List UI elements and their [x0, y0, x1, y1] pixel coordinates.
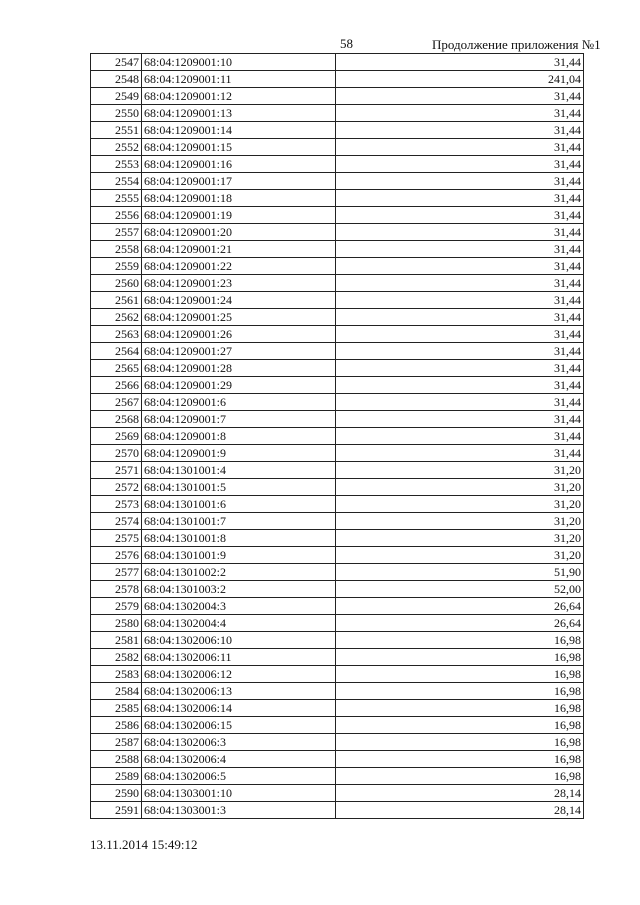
page-number: 58: [340, 36, 353, 51]
row-value: 16,98: [336, 700, 584, 717]
row-number: 2572: [91, 479, 142, 496]
table-row: [91, 462, 584, 479]
table-row: [91, 717, 584, 734]
table-row: [91, 224, 584, 241]
row-number: 2560: [91, 275, 142, 292]
row-number: 2556: [91, 207, 142, 224]
table-row: [91, 394, 584, 411]
row-value: 31,20: [336, 462, 584, 479]
cadastral-number: 68:04:1302006:11: [142, 649, 336, 666]
cadastral-number: 68:04:1303001:10: [142, 785, 336, 802]
row-value: 31,20: [336, 479, 584, 496]
table-row: [91, 496, 584, 513]
row-number: 2589: [91, 768, 142, 785]
row-number: 2559: [91, 258, 142, 275]
row-value: 26,64: [336, 615, 584, 632]
row-value: 52,00: [336, 581, 584, 598]
row-value: 31,44: [336, 139, 584, 156]
row-number: 2554: [91, 173, 142, 190]
cadastral-number: 68:04:1209001:19: [142, 207, 336, 224]
cadastral-number: 68:04:1301001:9: [142, 547, 336, 564]
row-value: 31,44: [336, 241, 584, 258]
row-value: 31,20: [336, 530, 584, 547]
cadastral-number: 68:04:1209001:26: [142, 326, 336, 343]
table-row: [91, 445, 584, 462]
table-row: [91, 207, 584, 224]
cadastral-number: 68:04:1301001:7: [142, 513, 336, 530]
row-value: 31,44: [336, 394, 584, 411]
cadastral-number: 68:04:1301001:8: [142, 530, 336, 547]
table-row: [91, 343, 584, 360]
table-row: [91, 428, 584, 445]
table-row: [91, 768, 584, 785]
row-number: 2586: [91, 717, 142, 734]
row-number: 2579: [91, 598, 142, 615]
table-row: [91, 632, 584, 649]
cadastral-number: 68:04:1302006:4: [142, 751, 336, 768]
cadastral-number: 68:04:1301001:6: [142, 496, 336, 513]
row-value: 31,44: [336, 207, 584, 224]
row-value: 31,44: [336, 377, 584, 394]
data-table: [90, 53, 584, 819]
row-value: 31,44: [336, 411, 584, 428]
table-row: [91, 190, 584, 207]
cadastral-number: 68:04:1209001:13: [142, 105, 336, 122]
cadastral-number: 68:04:1209001:8: [142, 428, 336, 445]
row-value: 31,44: [336, 445, 584, 462]
row-number: 2555: [91, 190, 142, 207]
row-value: 31,44: [336, 156, 584, 173]
row-value: 16,98: [336, 632, 584, 649]
table-row: [91, 734, 584, 751]
cadastral-number: 68:04:1302006:15: [142, 717, 336, 734]
cadastral-number: 68:04:1209001:6: [142, 394, 336, 411]
table-row: [91, 71, 584, 88]
table-row: [91, 530, 584, 547]
row-value: 31,20: [336, 496, 584, 513]
table-row: [91, 105, 584, 122]
table-row: [91, 88, 584, 105]
row-value: 16,98: [336, 666, 584, 683]
row-number: 2547: [91, 54, 142, 71]
table-row: [91, 241, 584, 258]
cadastral-number: 68:04:1301001:5: [142, 479, 336, 496]
table-row: [91, 666, 584, 683]
row-value: 16,98: [336, 683, 584, 700]
row-number: 2582: [91, 649, 142, 666]
row-number: 2569: [91, 428, 142, 445]
row-number: 2562: [91, 309, 142, 326]
table-row: [91, 275, 584, 292]
table-row: [91, 700, 584, 717]
row-value: 16,98: [336, 751, 584, 768]
row-value: 31,44: [336, 258, 584, 275]
row-value: 51,90: [336, 564, 584, 581]
row-number: 2585: [91, 700, 142, 717]
row-value: 31,44: [336, 122, 584, 139]
row-value: 28,14: [336, 802, 584, 819]
row-value: 31,44: [336, 54, 584, 71]
cadastral-number: 68:04:1209001:25: [142, 309, 336, 326]
table-row: [91, 258, 584, 275]
row-value: 31,44: [336, 360, 584, 377]
table-row: [91, 785, 584, 802]
row-number: 2557: [91, 224, 142, 241]
row-value: 16,98: [336, 768, 584, 785]
cadastral-number: 68:04:1209001:23: [142, 275, 336, 292]
row-value: 31,44: [336, 326, 584, 343]
table-row: [91, 649, 584, 666]
row-number: 2583: [91, 666, 142, 683]
row-number: 2578: [91, 581, 142, 598]
cadastral-number: 68:04:1209001:22: [142, 258, 336, 275]
row-number: 2561: [91, 292, 142, 309]
cadastral-number: 68:04:1209001:21: [142, 241, 336, 258]
row-number: 2553: [91, 156, 142, 173]
row-number: 2573: [91, 496, 142, 513]
table-row: [91, 292, 584, 309]
row-number: 2558: [91, 241, 142, 258]
table-row: [91, 547, 584, 564]
row-value: 31,44: [336, 105, 584, 122]
row-number: 2574: [91, 513, 142, 530]
row-value: 16,98: [336, 734, 584, 751]
row-number: 2549: [91, 88, 142, 105]
row-value: 31,44: [336, 428, 584, 445]
row-number: 2570: [91, 445, 142, 462]
row-value: 31,44: [336, 309, 584, 326]
cadastral-number: 68:04:1209001:12: [142, 88, 336, 105]
cadastral-number: 68:04:1302006:3: [142, 734, 336, 751]
table-row: [91, 598, 584, 615]
row-value: 31,44: [336, 88, 584, 105]
table-row: [91, 377, 584, 394]
cadastral-number: 68:04:1302006:14: [142, 700, 336, 717]
row-number: 2566: [91, 377, 142, 394]
cadastral-number: 68:04:1301003:2: [142, 581, 336, 598]
cadastral-number: 68:04:1301002:2: [142, 564, 336, 581]
cadastral-number: 68:04:1209001:20: [142, 224, 336, 241]
row-value: 16,98: [336, 717, 584, 734]
cadastral-number: 68:04:1209001:16: [142, 156, 336, 173]
row-number: 2552: [91, 139, 142, 156]
row-value: 31,20: [336, 513, 584, 530]
cadastral-number: 68:04:1209001:24: [142, 292, 336, 309]
cadastral-number: 68:04:1302004:4: [142, 615, 336, 632]
appendix-title: Продолжение приложения №1: [432, 37, 601, 52]
table-row: [91, 309, 584, 326]
cadastral-number: 68:04:1209001:7: [142, 411, 336, 428]
footer-timestamp: 13.11.2014 15:49:12: [90, 837, 198, 852]
cadastral-number: 68:04:1209001:27: [142, 343, 336, 360]
row-value: 31,44: [336, 173, 584, 190]
cadastral-number: 68:04:1302006:13: [142, 683, 336, 700]
row-value: 16,98: [336, 649, 584, 666]
cadastral-number: 68:04:1209001:14: [142, 122, 336, 139]
table-row: [91, 54, 584, 71]
row-number: 2567: [91, 394, 142, 411]
row-number: 2575: [91, 530, 142, 547]
row-number: 2587: [91, 734, 142, 751]
cadastral-number: 68:04:1209001:11: [142, 71, 336, 88]
row-number: 2563: [91, 326, 142, 343]
row-value: 31,44: [336, 190, 584, 207]
cadastral-number: 68:04:1302006:12: [142, 666, 336, 683]
row-value: 241,04: [336, 71, 584, 88]
cadastral-number: 68:04:1209001:29: [142, 377, 336, 394]
table-row: [91, 479, 584, 496]
row-number: 2581: [91, 632, 142, 649]
table-row: [91, 615, 584, 632]
row-number: 2551: [91, 122, 142, 139]
table-row: [91, 122, 584, 139]
row-value: 31,44: [336, 275, 584, 292]
table-row: [91, 683, 584, 700]
table-row: [91, 751, 584, 768]
cadastral-number: 68:04:1209001:18: [142, 190, 336, 207]
row-number: 2550: [91, 105, 142, 122]
row-number: 2580: [91, 615, 142, 632]
row-number: 2548: [91, 71, 142, 88]
row-number: 2584: [91, 683, 142, 700]
row-number: 2568: [91, 411, 142, 428]
row-number: 2591: [91, 802, 142, 819]
cadastral-number: 68:04:1301001:4: [142, 462, 336, 479]
cadastral-number: 68:04:1209001:10: [142, 54, 336, 71]
row-value: 31,44: [336, 343, 584, 360]
table-row: [91, 139, 584, 156]
table-body: [91, 54, 584, 819]
row-value: 26,64: [336, 598, 584, 615]
table-row: [91, 156, 584, 173]
cadastral-number: 68:04:1302006:5: [142, 768, 336, 785]
row-number: 2571: [91, 462, 142, 479]
cadastral-number: 68:04:1209001:17: [142, 173, 336, 190]
row-value: 31,44: [336, 292, 584, 309]
row-number: 2565: [91, 360, 142, 377]
table-row: [91, 564, 584, 581]
cadastral-number: 68:04:1302006:10: [142, 632, 336, 649]
cadastral-number: 68:04:1209001:28: [142, 360, 336, 377]
row-number: 2564: [91, 343, 142, 360]
table-row: [91, 360, 584, 377]
row-number: 2590: [91, 785, 142, 802]
table-row: [91, 326, 584, 343]
row-number: 2577: [91, 564, 142, 581]
row-value: 31,44: [336, 224, 584, 241]
cadastral-number: 68:04:1209001:15: [142, 139, 336, 156]
row-number: 2588: [91, 751, 142, 768]
cadastral-number: 68:04:1302004:3: [142, 598, 336, 615]
row-value: 28,14: [336, 785, 584, 802]
table-row: [91, 411, 584, 428]
table-row: [91, 173, 584, 190]
table-row: [91, 513, 584, 530]
table-row: [91, 581, 584, 598]
row-value: 31,20: [336, 547, 584, 564]
row-number: 2576: [91, 547, 142, 564]
cadastral-number: 68:04:1209001:9: [142, 445, 336, 462]
cadastral-number: 68:04:1303001:3: [142, 802, 336, 819]
table-row: [91, 802, 584, 819]
